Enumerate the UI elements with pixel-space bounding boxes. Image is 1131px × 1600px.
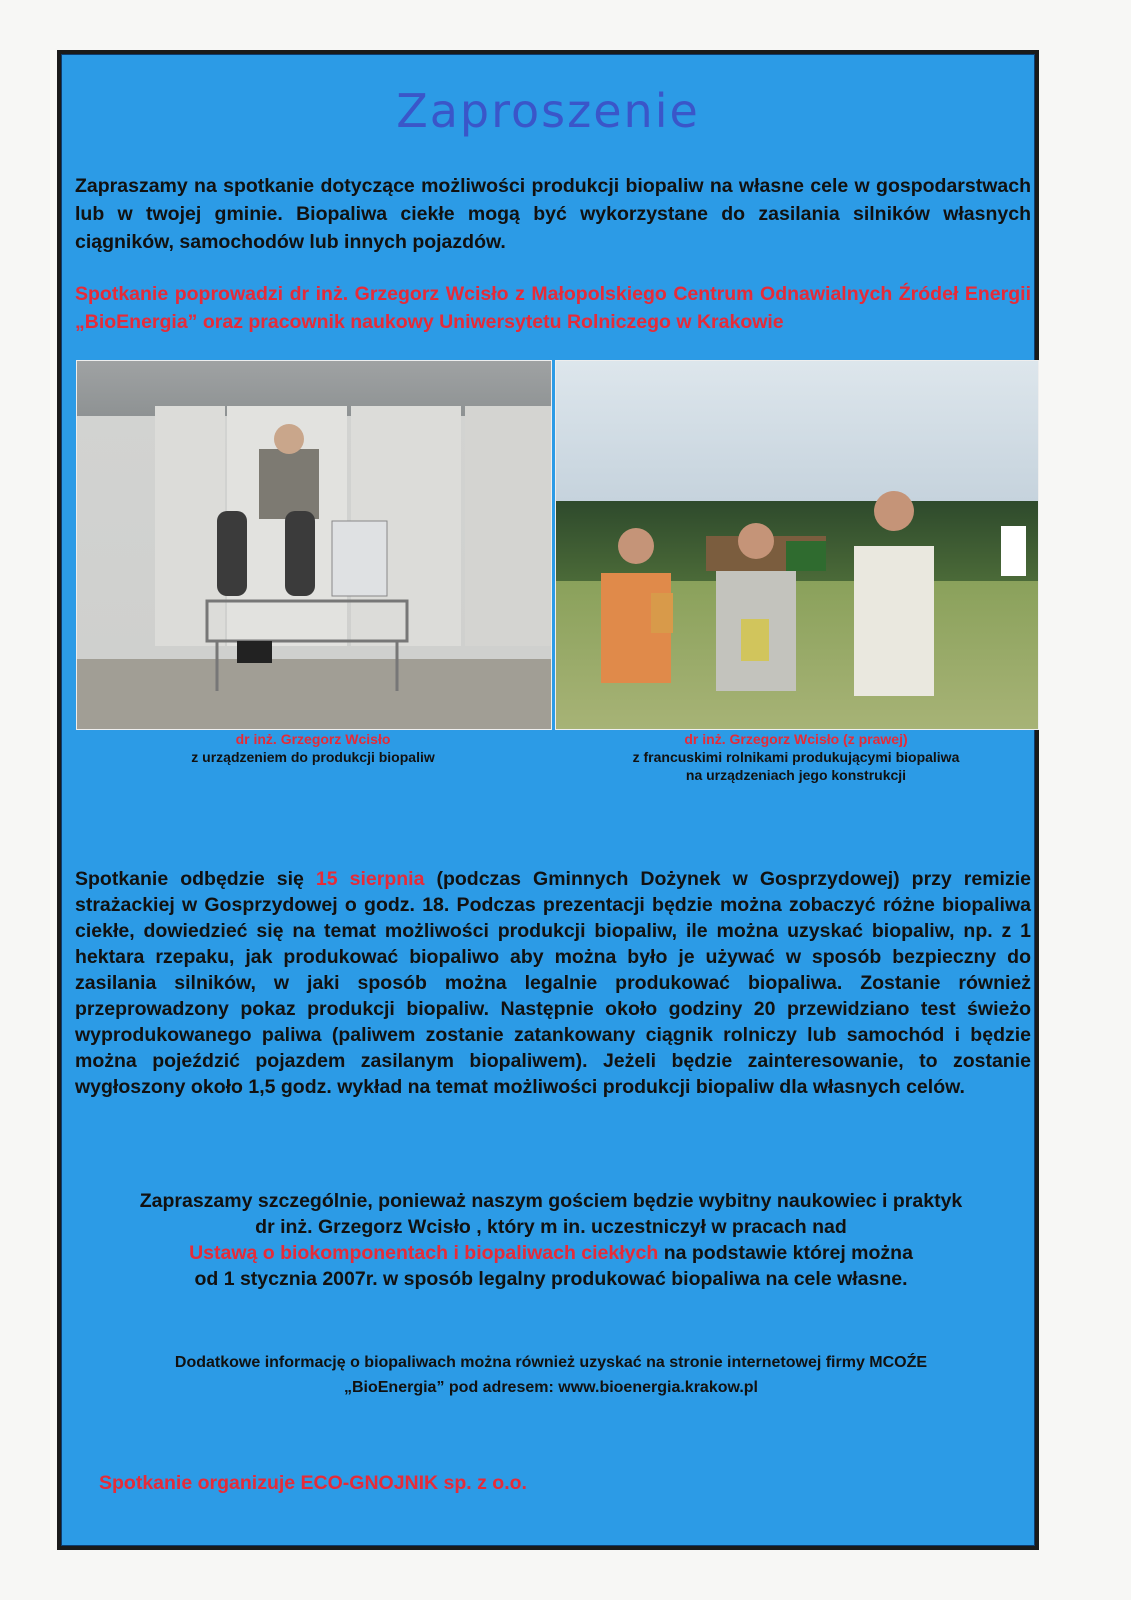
intro-paragraph: Zapraszamy na spotkanie dotyczące możliwości produkcji biopaliw na własne cele w gospodarstwach lub w twojej gminie. Biopaliwa ciekłe mogą być wykorzystane do zasilania silników własnych ciągników, samochodów lub innych pojazdów. xyxy=(75,175,1031,253)
invite-line-3-rest: na podstawie której można xyxy=(658,1242,913,1264)
info-paragraph xyxy=(75,1350,1027,1400)
lead-paragraph: Spotkanie poprowadzi dr inż. Grzegorz Wcisło z Małopolskiego Centrum Odnawialnych Źródeł Energii „BioEnergia” oraz pracownik naukowy Uniwersytetu Rolniczego w Krakowie xyxy=(75,283,1031,333)
caption-name: dr inż. Grzegorz Wcisło (z prawej) xyxy=(684,731,908,747)
caption-text-line-1: z francuskimi rolnikami produkującymi biopaliwa xyxy=(632,749,960,765)
caption-text: z urządzeniem do produkcji biopaliw xyxy=(191,749,435,765)
info-line-1: Dodatkowe informację o biopaliwach można również uzyskać na stronie internetowej firmy MCOŹE xyxy=(174,1354,928,1371)
info-line-2: „BioEnergia” pod adresem: www.bioenergia.krakow.pl xyxy=(343,1379,758,1396)
caption-name: dr inż. Grzegorz Wcisło xyxy=(235,731,391,747)
details-text-after: (podczas Gminnych Dożynek w Gosprzydowej) przy remizie strażackiej w Gosprzydowej o godz. 18. Podczas prezentacji będzie można zobaczyć różne biopaliwa ciekłe, dowiedzieć się na temat możliwości produkcji biopaliw, ile można uzyskać biopaliw, np. z 1 hektara rzepaku, jak produkować biopaliwo aby można było je używać w sposób bezpieczny do zasilania silników, w jaki sposób można legalnie produkować biopaliwa. Zostanie również przeprowadzony pokaz produkcji biopaliw. Następnie około godziny 20 przewidziano test świeżo wyprodukowanego paliwa (paliwem zostanie zatankowany ciągnik rolniczy lub samochód i będzie można pojeździć pojazdem zasilanym biopaliwem). Jeżeli będzie zainteresowanie, to zostanie wygłoszony około 1,5 godz. wykład na temat możliwości produkcji biopaliw dla własnych celów. xyxy=(75,868,1031,1098)
event-date: 15 sierpnia xyxy=(315,868,425,890)
details-paragraph xyxy=(75,866,1031,1100)
invitation-panel xyxy=(57,50,1039,1550)
caption-photo-farmers xyxy=(555,730,1037,784)
law-name: Ustawą o biokomponentach i biopaliwach ciekłych xyxy=(189,1242,659,1264)
caption-photo-device xyxy=(76,730,550,766)
invite-line-4: od 1 stycznia 2007r. w sposób legalny produkować biopaliwa na cele własne. xyxy=(194,1268,908,1290)
invite-line-3 xyxy=(75,1240,1027,1266)
organizer-line: Spotkanie organizuje ECO-GNOJNIK sp. z o.o. xyxy=(99,1472,527,1494)
invite-paragraph xyxy=(75,1188,1027,1292)
caption-text-line-2: na urządzeniach jego konstrukcji xyxy=(685,767,907,783)
photo-farmers xyxy=(555,360,1039,730)
invite-line-2: dr inż. Grzegorz Wcisło , który m in. uczestniczył w pracach nad xyxy=(255,1216,847,1238)
invite-line-1: Zapraszamy szczególnie, ponieważ naszym gościem będzie wybitny naukowiec i praktyk xyxy=(139,1190,963,1212)
photo-device xyxy=(76,360,552,730)
details-text-before: Spotkanie odbędzie się xyxy=(75,868,316,890)
page-title: Zaproszenie xyxy=(396,84,700,138)
